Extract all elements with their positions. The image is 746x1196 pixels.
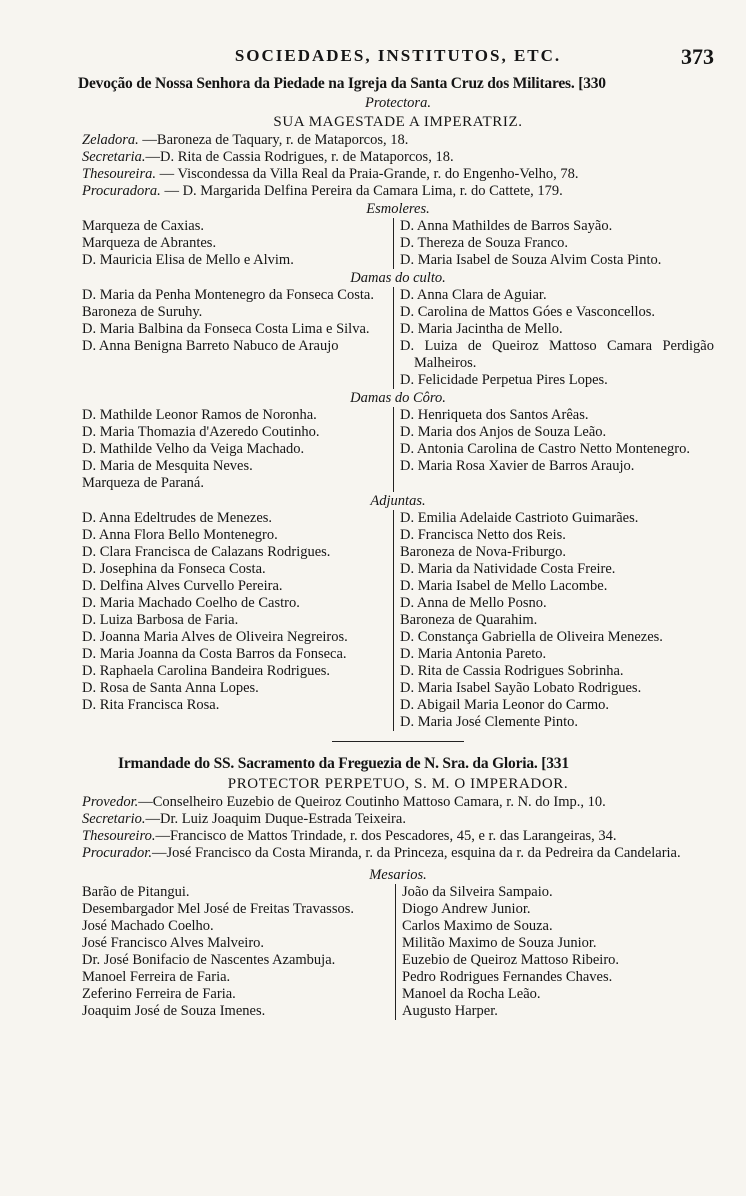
list-item: Euzebio de Queiroz Mattoso Ribeiro. [402, 952, 620, 968]
list-item: D. Maria Joanna da Costa Barros da Fonseca. [82, 646, 347, 662]
list-item: Desembargador Mel José de Freitas Travassos. [82, 901, 354, 917]
officer-line [82, 149, 714, 166]
list-item: D. Anna de Mello Posno. [400, 595, 547, 611]
list-item: Marqueza de Abrantes. [82, 235, 217, 251]
list-item: D. Rosa de Santa Anna Lopes. [82, 680, 259, 696]
group-label-damas-do-coro: Damas do Côro. [350, 390, 446, 406]
header-title: SOCIEDADES, INSTITUTOS, ETC. [234, 46, 562, 65]
officer-text: —José Francisco da Costa Miranda, r. da Princeza, esquina da r. da Pedreira da Candelaria. [151, 845, 681, 861]
list-item: José Machado Coelho. [82, 918, 214, 934]
officer-role: Zeladora. [82, 132, 139, 148]
list-item: D. Maria José Clemente Pinto. [400, 714, 579, 730]
officer-text: —Francisco de Mattos Trindade, r. dos Pescadores, 45, e r. das Larangeiras, 34. [155, 828, 617, 844]
section2-title: Irmandade do SS. Sacramento da Freguezia de N. Sra. da Gloria. [331 [118, 755, 569, 772]
list-item: D. Henriqueta dos Santos Arêas. [400, 407, 589, 423]
left-column [82, 218, 394, 269]
list-item: D. Mathilde Leonor Ramos de Noronha. [82, 407, 317, 423]
list-item: D. Maria Isabel Sayão Lobato Rodrigues. [400, 680, 642, 696]
list-item: D. Maria Balbina da Fonseca Costa Lima e Silva. [82, 321, 370, 337]
list-item: Marqueza de Paraná. [82, 475, 204, 491]
list-item: Baroneza de Nova-Friburgo. [400, 544, 567, 560]
list-item: D. Maria Isabel de Mello Lacombe. [400, 578, 608, 594]
section1-protector-label: Protectora. [365, 95, 431, 111]
group-label-adjuntas: Adjuntas. [370, 493, 426, 509]
officer-role: Thesoureiro. [82, 828, 156, 844]
list-item: D. Maria dos Anjos de Souza Leão. [400, 424, 607, 440]
officer-line [82, 828, 714, 845]
list-item: D. Anna Benigna Barreto Nabuco de Araujo [82, 338, 339, 354]
list-item: D. Emilia Adelaide Castrioto Guimarães. [400, 510, 639, 526]
list-item: D. Maria Antonia Pareto. [400, 646, 547, 662]
left-column [82, 287, 394, 389]
group-mesarios [82, 884, 714, 1020]
list-item: D. Rita Francisca Rosa. [82, 697, 220, 713]
section2-officers [82, 794, 714, 862]
list-item: Militão Maximo de Souza Junior. [402, 935, 597, 951]
list-item: José Francisco Alves Malveiro. [82, 935, 265, 951]
right-column [396, 884, 714, 1020]
officer-text: —Dr. Luiz Joaquim Duque-Estrada Teixeira. [145, 811, 406, 827]
list-item: Baroneza de Quarahim. [400, 612, 538, 628]
list-item: D. Joanna Maria Alves de Oliveira Negreiros. [82, 629, 348, 645]
left-column [82, 884, 396, 1020]
group-label-damas-do-culto: Damas do culto. [350, 270, 446, 286]
right-column [394, 510, 714, 731]
officer-line [82, 183, 714, 200]
officer-role: Secretaria. [82, 149, 146, 165]
list-item: D. Constança Gabriella de Oliveira Menezes. [400, 629, 663, 645]
list-item: D. Anna Clara de Aguiar. [400, 287, 547, 303]
list-item: D. Felicidade Perpetua Pires Lopes. [400, 372, 608, 388]
list-item: D. Anna Edeltrudes de Menezes. [82, 510, 273, 526]
section1-title: Devoção de Nossa Senhora da Piedade na Igreja da Santa Cruz dos Militares. [330 [78, 75, 606, 92]
list-item: D. Maria Rosa Xavier de Barros Araujo. [400, 458, 635, 474]
officer-text: —D. Rita de Cassia Rodrigues, r. de Mataporcos, 18. [145, 149, 454, 165]
list-item: D. Luiza Barbosa de Faria. [82, 612, 239, 628]
list-item: D. Maria da Natividade Costa Freire. [400, 561, 616, 577]
list-item: D. Antonia Carolina de Castro Netto Montenegro. [400, 441, 690, 457]
officer-text: —Conselheiro Euzebio de Queiroz Coutinho Mattoso Camara, r. N. do Imp., 10. [138, 794, 606, 810]
list-item: D. Thereza de Souza Franco. [400, 235, 569, 251]
list-item: Baroneza de Suruhy. [82, 304, 203, 320]
mesarios-label: Mesarios. [369, 867, 427, 883]
officer-text: — D. Margarida Delfina Pereira da Camara Lima, r. do Cattete, 179. [160, 183, 563, 199]
officer-text: — Viscondessa da Villa Real da Praia-Grande, r. do Engenho-Velho, 78. [155, 166, 579, 182]
left-column [82, 407, 394, 492]
group-adjuntas [82, 510, 714, 731]
section1-protector: SUA MAGESTADE A IMPERATRIZ. [273, 114, 523, 130]
officer-role: Procurador. [82, 845, 152, 861]
right-column [394, 407, 714, 492]
list-item: Manoel da Rocha Leão. [402, 986, 541, 1002]
group-damas-do-coro [82, 407, 714, 492]
list-item: Manoel Ferreira de Faria. [82, 969, 231, 985]
list-item: Barão de Pitangui. [82, 884, 190, 900]
left-column [82, 510, 394, 731]
officer-line [82, 166, 714, 183]
officer-role: Secretario. [82, 811, 146, 827]
list-item: D. Clara Francisca de Calazans Rodrigues. [82, 544, 331, 560]
page [78, 44, 714, 1020]
officer-line [82, 811, 714, 828]
list-item: D. Carolina de Mattos Góes e Vasconcellos. [400, 304, 656, 320]
group-esmoleres [82, 218, 714, 269]
group-label-esmoleres: Esmoleres. [366, 201, 430, 217]
list-item: D. Abigail Maria Leonor do Carmo. [400, 697, 609, 713]
list-item: Diogo Andrew Junior. [402, 901, 531, 917]
list-item: D. Anna Flora Bello Montenegro. [82, 527, 278, 543]
running-header [82, 44, 714, 74]
list-item: Augusto Harper. [402, 1003, 498, 1019]
list-item: D. Maria Isabel de Souza Alvim Costa Pinto. [400, 252, 662, 268]
list-item: João da Silveira Sampaio. [402, 884, 553, 900]
list-item: D. Rita de Cassia Rodrigues Sobrinha. [400, 663, 624, 679]
list-item: D. Mauricia Elisa de Mello e Alvim. [82, 252, 294, 268]
list-item: D. Luiza de Queiroz Mattoso Camara Perdigão Malheiros. [400, 338, 714, 371]
list-item: D. Josephina da Fonseca Costa. [82, 561, 266, 577]
right-column [394, 218, 714, 269]
list-item: D. Delfina Alves Curvello Pereira. [82, 578, 283, 594]
section-divider [332, 741, 464, 742]
section2-protector: PROTECTOR PERPETUO, S. M. O IMPERADOR. [227, 776, 569, 792]
list-item: Pedro Rodrigues Fernandes Chaves. [402, 969, 613, 985]
list-item: D. Francisca Netto dos Reis. [400, 527, 566, 543]
officer-role: Provedor. [82, 794, 139, 810]
group-damas-do-culto [82, 287, 714, 389]
officer-line [82, 794, 714, 811]
list-item: D. Anna Mathildes de Barros Sayão. [400, 218, 613, 234]
list-item: Dr. José Bonifacio de Nascentes Azambuja. [82, 952, 336, 968]
list-item: D. Maria de Mesquita Neves. [82, 458, 253, 474]
section1-officers [82, 132, 714, 200]
right-column [394, 287, 714, 389]
list-item: Carlos Maximo de Souza. [402, 918, 553, 934]
list-item: D. Maria Thomazia d'Azeredo Coutinho. [82, 424, 320, 440]
officer-text: —Baroneza de Taquary, r. de Mataporcos, 18. [138, 132, 409, 148]
officer-line [82, 132, 714, 149]
list-item: D. Mathilde Velho da Veiga Machado. [82, 441, 305, 457]
list-item: Joaquim José de Souza Imenes. [82, 1003, 266, 1019]
list-item: D. Maria Jacintha de Mello. [400, 321, 563, 337]
officer-role: Procuradora. [82, 183, 161, 199]
page-number: 373 [681, 44, 714, 69]
officer-line [82, 845, 714, 862]
officer-role: Thesoureira. [82, 166, 156, 182]
list-item: D. Maria da Penha Montenegro da Fonseca Costa. [82, 287, 374, 303]
list-item: D. Raphaela Carolina Bandeira Rodrigues. [82, 663, 331, 679]
list-item: D. Maria Machado Coelho de Castro. [82, 595, 300, 611]
list-item: Marqueza de Caxias. [82, 218, 204, 234]
list-item: Zeferino Ferreira de Faria. [82, 986, 236, 1002]
